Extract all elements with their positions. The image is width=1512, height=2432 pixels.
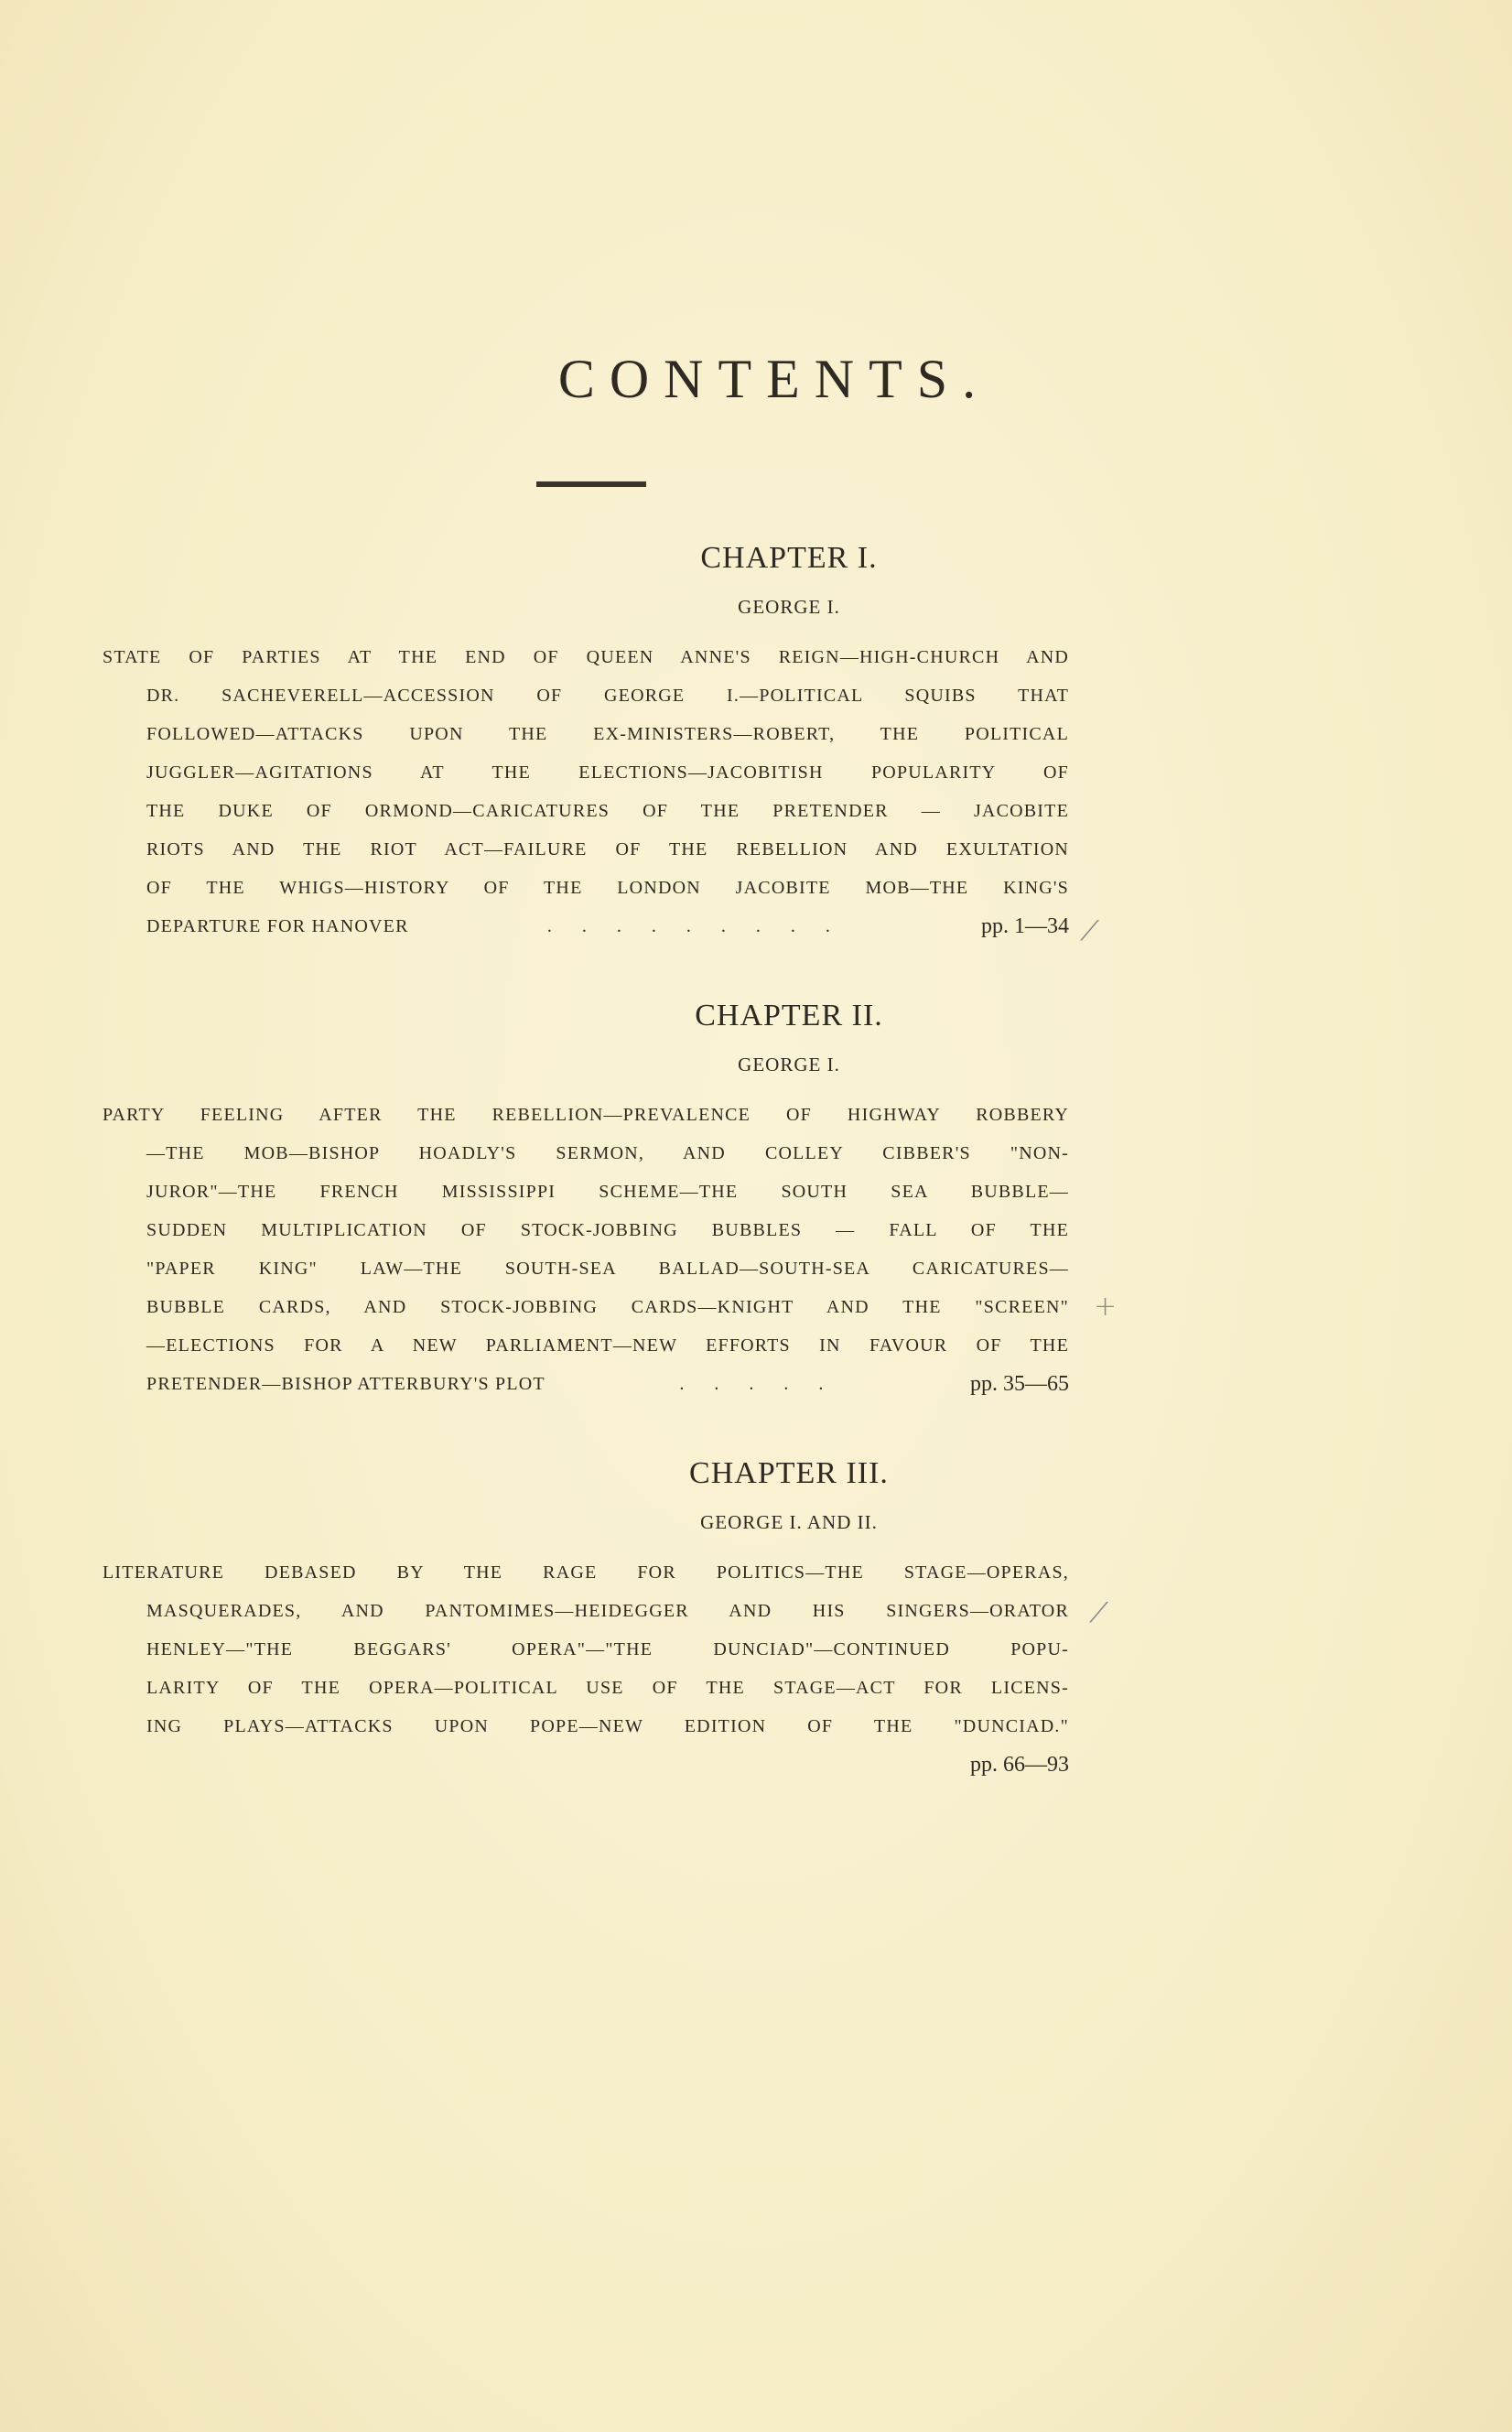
chapter-reign: GEORGE I.: [738, 596, 840, 618]
title-rule: [536, 481, 646, 487]
summary-line: MASQUERADES, AND PANTOMIMES—HEIDEGGER AND HIS SINGERS—ORATOR: [146, 1601, 1069, 1621]
chapter-summary: [103, 1096, 1069, 1403]
chapter-reign: GEORGE I.: [738, 1054, 840, 1075]
summary-line: —ELECTIONS FOR A NEW PARLIAMENT—NEW EFFORTS IN FAVOUR OF THE: [146, 1335, 1069, 1356]
pencil-mark: ⟋: [1089, 1597, 1108, 1629]
page-range: pp. 1—34: [980, 914, 1069, 938]
summary-last-line: [108, 907, 1069, 946]
chapter-heading: CHAPTER III.: [689, 1456, 889, 1490]
pencil-mark: +: [1094, 1291, 1118, 1323]
dot-leader: . . . . . . . . .: [546, 916, 843, 936]
summary-line: LARITY OF THE OPERA—POLITICAL USE OF THE STAGE—ACT FOR LICENS-: [146, 1678, 1069, 1698]
summary-line: STATE OF PARTIES AT THE END OF QUEEN ANNE'S REIGN—HIGH-CHURCH AND: [103, 647, 1069, 667]
chapter-3: [0, 1451, 1512, 1784]
chapter-heading: CHAPTER II.: [695, 999, 883, 1032]
summary-line: DR. SACHEVERELL—ACCESSION OF GEORGE I.—POLITICAL SQUIBS THAT: [146, 686, 1069, 706]
chapter-reign: GEORGE I. AND II.: [700, 1511, 878, 1533]
page-range: pp. 35—65: [969, 1372, 1069, 1396]
dot-leader: . . . . .: [679, 1374, 837, 1394]
summary-line: HENLEY—"THE BEGGARS' OPERA"—"THE DUNCIAD"—CONTINUED POPU-: [146, 1639, 1069, 1659]
summary-line: ING PLAYS—ATTACKS UPON POPE—NEW EDITION OF THE "DUNCIAD.": [146, 1716, 1069, 1736]
summary-line: —THE MOB—BISHOP HOADLY'S SERMON, AND COLLEY CIBBER'S "NON-: [146, 1143, 1069, 1163]
summary-line: SUDDEN MULTIPLICATION OF STOCK-JOBBING BUBBLES — FALL OF THE: [146, 1220, 1069, 1240]
summary-line: BUBBLE CARDS, AND STOCK-JOBBING CARDS—KNIGHT AND THE "SCREEN": [146, 1297, 1069, 1317]
chapter-summary: [103, 1553, 1069, 1784]
summary-line: OF THE WHIGS—HISTORY OF THE LONDON JACOBITE MOB—THE KING'S: [146, 878, 1069, 898]
summary-line: JUGGLER—AGITATIONS AT THE ELECTIONS—JACOBITISH POPULARITY OF: [146, 762, 1069, 783]
page-title: CONTENTS.: [557, 349, 991, 409]
chapter-2: [0, 993, 1512, 1403]
summary-line: THE DUKE OF ORMOND—CARICATURES OF THE PRETENDER — JACOBITE: [146, 801, 1069, 821]
chapter-1: [0, 535, 1512, 946]
summary-line: PRETENDER—BISHOP ATTERBURY'S PLOT: [146, 1374, 545, 1394]
summary-line: DEPARTURE FOR HANOVER: [146, 916, 409, 936]
summary-line: LITERATURE DEBASED BY THE RAGE FOR POLITICS—THE STAGE—OPERAS,: [103, 1562, 1069, 1583]
summary-line: JUROR"—THE FRENCH MISSISSIPPI SCHEME—THE SOUTH SEA BUBBLE—: [146, 1182, 1069, 1202]
chapter-summary: [103, 638, 1069, 946]
summary-line: "PAPER KING" LAW—THE SOUTH-SEA BALLAD—SOUTH-SEA CARICATURES—: [146, 1259, 1069, 1279]
summary-line: FOLLOWED—ATTACKS UPON THE EX-MINISTERS—ROBERT, THE POLITICAL: [146, 724, 1069, 744]
page-range: pp. 66—93: [970, 1753, 1069, 1777]
pencil-mark: ⟋: [1080, 915, 1099, 947]
summary-line: PARTY FEELING AFTER THE REBELLION—PREVALENCE OF HIGHWAY ROBBERY: [103, 1105, 1069, 1125]
chapter-heading: CHAPTER I.: [700, 541, 878, 575]
summary-last-line: [108, 1365, 1069, 1403]
summary-line: RIOTS AND THE RIOT ACT—FAILURE OF THE REBELLION AND EXULTATION: [146, 839, 1069, 859]
